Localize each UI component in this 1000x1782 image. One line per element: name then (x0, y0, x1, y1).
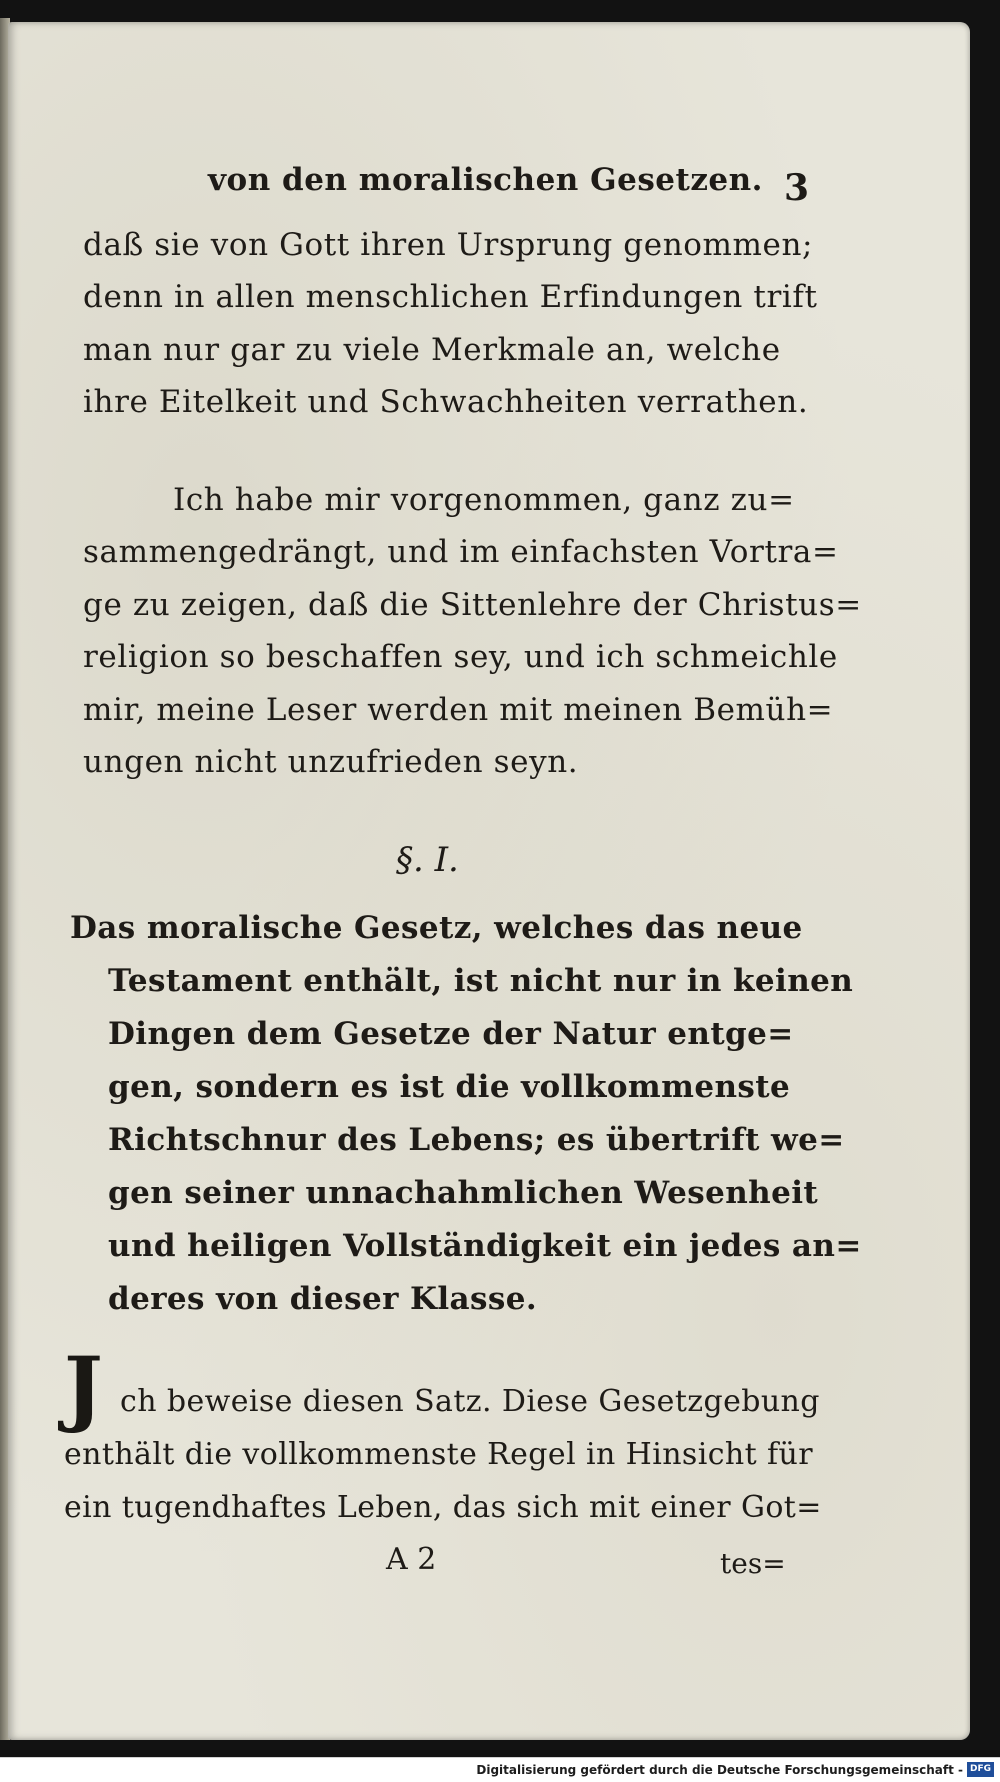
paragraph-line: religion so beschaffen sey, und ich schmeichle (83, 639, 838, 675)
proof-line: enthält die vollkommenste Regel in Hinsicht für (64, 1437, 813, 1472)
intro-line: ihre Eitelkeit und Schwachheiten verrathen. (83, 384, 809, 420)
thesis-line: Richtschnur des Lebens; es übertrift we= (108, 1122, 845, 1158)
thesis-line: gen seiner unnachahmlichen Wesenheit (108, 1175, 819, 1211)
paragraph-line: Ich habe mir vorgenommen, ganz zu= (173, 482, 795, 518)
dfg-logo: DFG (967, 1762, 994, 1777)
thesis-line: Das moralische Gesetz, welches das neue (70, 910, 803, 946)
catchword: tes= (720, 1547, 786, 1580)
section-heading: §. I. (396, 840, 459, 880)
book-page (8, 22, 970, 1740)
thesis-line: Testament enthält, ist nicht nur in keinen (108, 963, 854, 999)
intro-line: daß sie von Gott ihren Ursprung genommen; (83, 227, 814, 263)
thesis-line: und heiligen Vollständigkeit ein jedes an= (108, 1228, 862, 1264)
thesis-line: gen, sondern es ist die vollkommenste (108, 1069, 791, 1105)
page-number: 3 (784, 167, 810, 209)
paragraph-line: ge zu zeigen, daß die Sittenlehre der Christus= (83, 587, 862, 623)
thesis-line: Dingen dem Gesetze der Natur entge= (108, 1016, 794, 1052)
thesis-line: deres von dieser Klasse. (108, 1281, 538, 1317)
proof-line: ch beweise diesen Satz. Diese Gesetzgebung (120, 1384, 820, 1419)
paragraph-line: mir, meine Leser werden mit meinen Bemüh= (83, 692, 834, 728)
paragraph-line: sammengedrängt, und im einfachsten Vortra= (83, 534, 839, 570)
intro-line: man nur gar zu viele Merkmale an, welche (83, 332, 781, 368)
intro-line: denn in allen menschlichen Erfindungen trift (83, 279, 818, 315)
signature-mark: A 2 (386, 1542, 437, 1577)
funding-credit: Digitalisierung gefördert durch die Deutsche Forschungsgemeinschaft - (476, 1763, 963, 1777)
drop-cap: J (64, 1340, 103, 1436)
digitization-footer (0, 1757, 1000, 1782)
paragraph-line: ungen nicht unzufrieden seyn. (83, 744, 579, 780)
running-header: von den moralischen Gesetzen. (208, 162, 763, 198)
proof-line: ein tugendhaftes Leben, das sich mit einer Got= (64, 1490, 822, 1525)
